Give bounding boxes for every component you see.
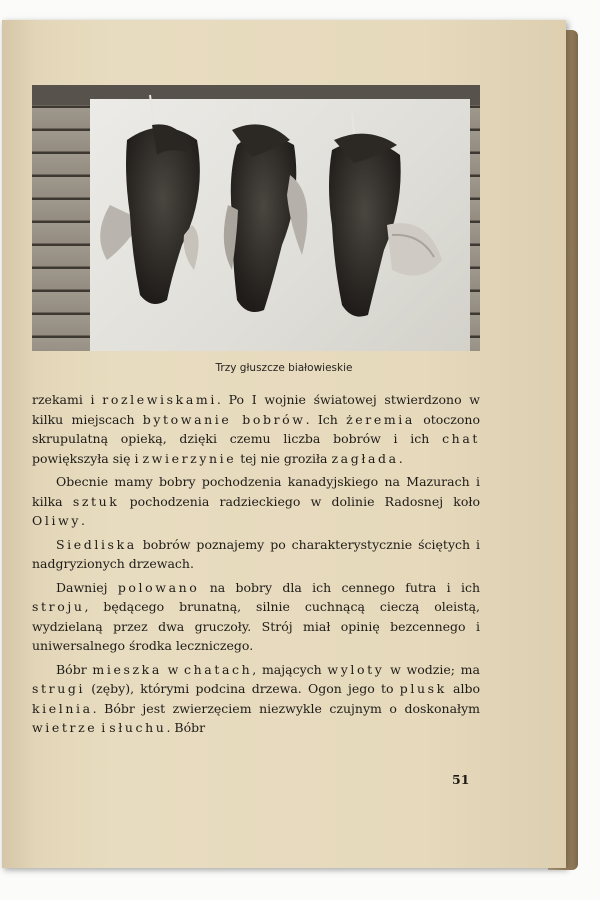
text-run: rzekami i xyxy=(32,392,103,407)
spaced-term: słuchu xyxy=(109,720,167,735)
text-run: . xyxy=(81,513,85,528)
text-run: , mających xyxy=(252,661,328,677)
hanging-grouse-icon xyxy=(32,85,480,351)
spaced-term: wyloty xyxy=(327,661,385,677)
page-number: 51 xyxy=(452,772,470,787)
text-run: . Bóbr jest zwierzęciem niezwykle czujnym o doskonałym xyxy=(92,700,480,716)
text-run: otoczono skrupulatną opieką, dzięki czemu liczba bobrów i ich xyxy=(32,411,480,446)
spaced-term: Oliwy xyxy=(32,513,82,528)
spaced-term: Siedliska xyxy=(56,536,137,552)
spaced-term: chat xyxy=(442,431,480,446)
text-run: , będącego brunatną, silnie cuchnącą cieczą oleistą, wydzielaną przez dwa gruczoły. Strój miał opinię bezcennego i uniwersalnego środka leczniczego. xyxy=(32,599,480,653)
text-run: . Po I wojnie światowej stwierdzono w kilku miejscach xyxy=(32,392,481,427)
spaced-term: mieszka xyxy=(92,661,162,677)
spaced-term: plusk xyxy=(399,681,447,696)
spaced-term: kielnia xyxy=(32,700,93,716)
spaced-term: rozlewiskami xyxy=(102,392,217,407)
text-run: pochodzenia radzieckiego w dolinie Radosnej koło xyxy=(119,493,480,509)
text-run: tej nie groziła xyxy=(236,450,332,466)
text-run: . Ich xyxy=(305,411,347,427)
spaced-term: zagłada xyxy=(331,450,399,466)
text-run: . xyxy=(398,450,403,466)
spaced-term: zwierzynie xyxy=(142,450,237,466)
spaced-term: chatach xyxy=(184,661,253,677)
grouse-2-icon xyxy=(224,124,308,312)
text-run: w xyxy=(161,661,185,677)
text-run: w wodzie; ma xyxy=(384,661,480,677)
paragraph xyxy=(32,660,480,738)
text-run: bobrów poznajemy po charakterystycznie ściętych i nadgryzionych drzewach. xyxy=(32,536,480,571)
spaced-term: żeremia xyxy=(346,411,415,427)
text-run: (zęby), którymi podcina drzewa. Ogon jego to xyxy=(85,681,400,696)
text-run: i xyxy=(97,720,110,735)
spaced-term: wietrze xyxy=(32,720,98,735)
body-text xyxy=(32,390,480,738)
photograph xyxy=(32,85,480,351)
grouse-3-icon xyxy=(329,134,442,317)
spaced-term: stroju xyxy=(32,599,85,614)
text-run: Obecnie mamy bobry pochodzenia kanadyjskiego na Mazurach i kilka xyxy=(32,474,480,509)
paragraph xyxy=(32,578,480,656)
paragraph xyxy=(32,390,480,468)
spaced-term: bytowanie bobrów xyxy=(142,411,306,427)
paragraph xyxy=(32,535,480,574)
text-run: Dawniej xyxy=(56,579,118,595)
text-run: albo xyxy=(446,681,480,696)
text-run: . Bóbr xyxy=(166,720,206,735)
spaced-term: strugi xyxy=(32,681,86,696)
paragraph xyxy=(32,472,480,531)
grouse-1-icon xyxy=(100,124,200,304)
photo-caption: Trzy głuszcze białowieskie xyxy=(215,362,353,374)
text-run: Bóbr xyxy=(56,661,93,677)
book-page xyxy=(2,20,566,868)
spaced-term: polowano xyxy=(117,579,200,595)
text-run: powiększyła się i xyxy=(32,450,143,466)
text-run: na bobry dla ich cennego futra i ich xyxy=(199,579,481,595)
spaced-term: sztuk xyxy=(72,493,120,509)
